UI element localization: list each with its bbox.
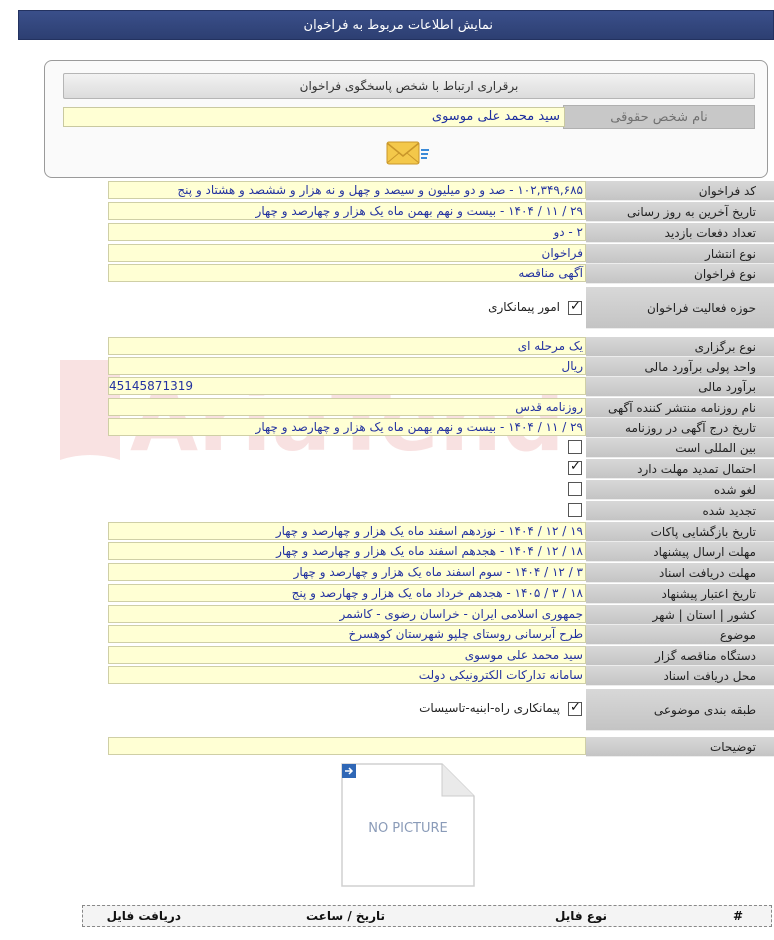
field-location [108, 605, 774, 625]
field-call-type [108, 264, 774, 284]
field-renewed-label: تجدید شده [586, 501, 774, 521]
field-estimate-value: 45145871319 [108, 377, 586, 395]
field-publish-type-label: نوع انتشار [586, 244, 774, 264]
field-category [108, 689, 774, 731]
page-title: نمایش اطلاعات مربوط به فراخوان [303, 18, 493, 33]
field-activity-label: حوزه فعالیت فراخوان [586, 287, 774, 329]
field-doc-deadline-label: مهلت دریافت اسناد [586, 563, 774, 583]
field-doc-place [108, 666, 774, 686]
field-category-options [108, 700, 586, 720]
field-opening [108, 522, 774, 542]
field-subject-value: طرح آبرسانی روستای چلپو شهرستان کوهسرخ [108, 625, 586, 643]
contact-responder-button[interactable]: برقراری ارتباط با شخص پاسخگوی فراخوان [63, 73, 755, 99]
no-picture-image [338, 762, 478, 888]
field-newspaper-label: نام روزنامه منتشر کننده آگهی [586, 398, 774, 418]
field-validity [108, 584, 774, 604]
field-activity [108, 287, 774, 329]
field-news-date-label: تاریخ درج آگهی در روزنامه [586, 418, 774, 438]
envelope-icon[interactable] [385, 139, 431, 169]
field-renewed [108, 501, 774, 521]
category-checkbox[interactable] [568, 702, 582, 716]
field-news-date [108, 418, 774, 438]
field-doc-place-label: محل دریافت اسناد [586, 666, 774, 686]
no-picture-text: NO PICTURE [368, 821, 448, 836]
field-holding-type-value: یک مرحله ای [108, 337, 586, 355]
field-newspaper-value: روزنامه قدس [108, 398, 586, 416]
extension-checkbox[interactable] [568, 461, 582, 475]
international-checkbox[interactable] [568, 440, 582, 454]
renewed-checkbox[interactable] [568, 503, 582, 517]
field-description [108, 737, 774, 757]
field-news-date-value: ۲۹ / ۱۱ / ۱۴۰۴ - بیست و نهم بهمن ماه یک هزار و چهارصد و چهار [108, 418, 586, 436]
field-call-type-label: نوع فراخوان [586, 264, 774, 284]
field-validity-label: تاریخ اعتبار پیشنهاد [586, 584, 774, 604]
legal-person-label: نام شخص حقوقی [563, 105, 755, 129]
activity-checkbox[interactable] [568, 301, 582, 315]
files-table-header [82, 905, 772, 927]
field-publish-type-value: فراخوان [108, 244, 586, 262]
field-activity-options [108, 299, 586, 319]
contact-panel [44, 60, 768, 178]
field-newspaper [108, 398, 774, 418]
field-description-label: توضیحات [586, 737, 774, 757]
field-validity-value: ۱۸ / ۳ / ۱۴۰۵ - هجدهم خرداد ماه یک هزار و چهارصد و پنج [108, 584, 586, 602]
field-last-update [108, 202, 774, 222]
field-opening-value: ۱۹ / ۱۲ / ۱۴۰۴ - نوزدهم اسفند ماه یک هزار و چهارصد و چهار [108, 522, 586, 540]
field-currency-value: ریال [108, 357, 586, 375]
field-location-value: جمهوری اسلامی ایران - خراسان رضوی - کاشمر [108, 605, 586, 623]
field-submit-deadline [108, 542, 774, 562]
field-doc-deadline [108, 563, 774, 583]
field-doc-place-value: سامانه تدارکات الکترونیکی دولت [108, 666, 586, 684]
field-currency [108, 357, 774, 377]
field-description-value [108, 737, 586, 755]
activity-option-label: امور پیمانکاری [488, 300, 560, 314]
col-date-time: تاریخ / ساعت [305, 909, 385, 923]
field-opening-label: تاریخ بازگشایی پاکات [586, 522, 774, 542]
field-international-check [108, 438, 586, 458]
field-extension [108, 459, 774, 479]
field-code-label: کد فراخوان [586, 181, 774, 201]
field-code [108, 181, 774, 201]
cancelled-checkbox[interactable] [568, 482, 582, 496]
field-visits-label: تعداد دفعات بازدید [586, 223, 774, 243]
field-cancelled-check [108, 480, 586, 500]
field-submit-deadline-label: مهلت ارسال پیشنهاد [586, 542, 774, 562]
field-organizer-label: دستگاه مناقصه گزار [586, 646, 774, 666]
col-index: # [732, 909, 743, 923]
field-cancelled-label: لغو شده [586, 480, 774, 500]
field-code-value: ۱۰۲,۳۴۹,۶۸۵ - صد و دو میلیون و سیصد و چهل و نه هزار و ششصد و هشتاد و پنج [108, 181, 586, 199]
col-file-type: نوع فایل [555, 909, 607, 923]
field-international [108, 438, 774, 458]
field-call-type-value: آگهی مناقصه [108, 264, 586, 282]
field-estimate-label: برآورد مالی [586, 377, 774, 397]
field-last-update-label: تاریخ آخرین به روز رسانی [586, 202, 774, 222]
page-title-bar [18, 10, 774, 40]
field-renewed-check [108, 501, 586, 521]
field-estimate [108, 377, 774, 397]
field-doc-deadline-value: ۳ / ۱۲ / ۱۴۰۴ - سوم اسفند ماه یک هزار و چهارصد و چهار [108, 563, 586, 581]
col-download: دریافت فایل [106, 909, 181, 923]
field-subject [108, 625, 774, 645]
field-cancelled [108, 480, 774, 500]
category-option-label: پیمانکاری راه-ابنیه-تاسیسات [419, 701, 560, 715]
field-holding-type [108, 337, 774, 357]
field-category-label: طبقه بندی موضوعی [586, 689, 774, 731]
legal-person-value: سید محمد علی موسوی [63, 107, 565, 127]
field-location-label: کشور | استان | شهر [586, 605, 774, 625]
field-subject-label: موضوع [586, 625, 774, 645]
field-international-label: بین المللی است [586, 438, 774, 458]
field-organizer-value: سید محمد علی موسوی [108, 646, 586, 664]
field-holding-type-label: نوع برگزاری [586, 337, 774, 357]
field-extension-check [108, 459, 586, 479]
field-currency-label: واحد پولی برآورد مالی [586, 357, 774, 377]
field-extension-label: احتمال تمدید مهلت دارد [586, 459, 774, 479]
field-visits [108, 223, 774, 243]
field-last-update-value: ۲۹ / ۱۱ / ۱۴۰۴ - بیست و نهم بهمن ماه یک هزار و چهارصد و چهار [108, 202, 586, 220]
field-publish-type [108, 244, 774, 264]
field-visits-value: ۲ - دو [108, 223, 586, 241]
field-organizer [108, 646, 774, 666]
field-submit-deadline-value: ۱۸ / ۱۲ / ۱۴۰۴ - هجدهم اسفند ماه یک هزار و چهارصد و چهار [108, 542, 586, 560]
